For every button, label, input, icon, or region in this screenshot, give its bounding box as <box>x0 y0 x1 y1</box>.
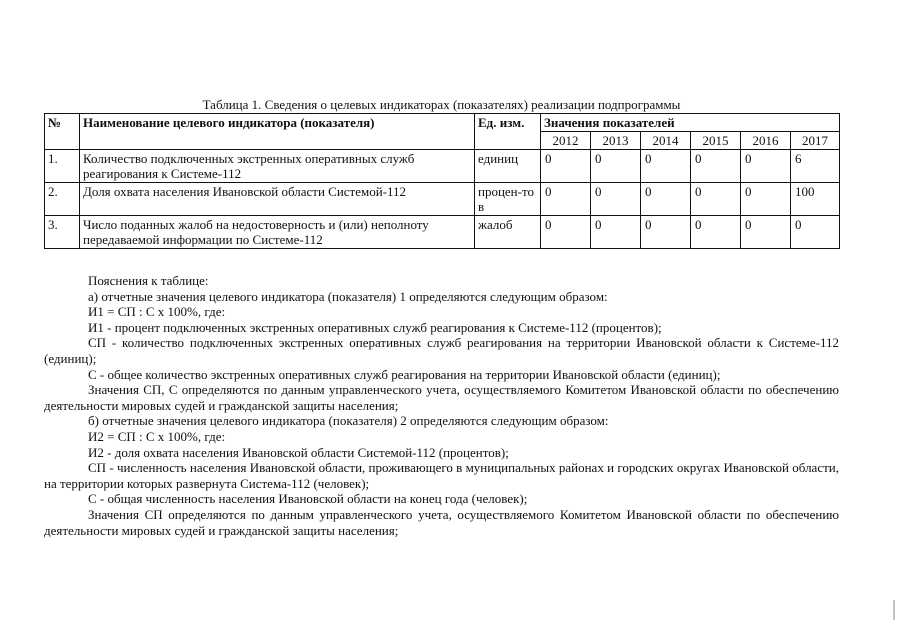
year-header: 2014 <box>641 132 691 150</box>
note-paragraph: Значения СП, С определяются по данным управленческого учета, осуществляемого Комитетом Ивановской области по обеспечению деятельности мировых судей и гражданской защиты населения; <box>44 382 839 413</box>
row-value: 0 <box>741 150 791 183</box>
year-header: 2012 <box>541 132 591 150</box>
note-paragraph: И2 - доля охвата населения Ивановской области Системой-112 (процентов); <box>88 444 509 460</box>
note-paragraph: С - общая численность населения Ивановской области на конец года (человек); <box>88 491 528 507</box>
note-paragraph: Значения СП определяются по данным управленческого учета, осуществляемого Комитетом Ивановской области по обеспечению деятельности мировых судей и гражданской защиты населения; <box>44 506 839 538</box>
note-paragraph: б) отчетные значения целевого индикатора (показателя) 2 определяются следующим образом: <box>88 413 609 429</box>
table-row <box>45 183 840 216</box>
row-value: 0 <box>741 183 791 216</box>
note-paragraph: С - общее количество экстренных оперативных служб реагирования на территории Ивановской области (единиц); <box>88 366 721 382</box>
table-row <box>45 216 840 249</box>
row-unit: жалоб <box>475 216 541 249</box>
row-num: 3. <box>45 216 80 249</box>
row-value: 0 <box>591 183 641 216</box>
row-value: 6 <box>791 150 840 183</box>
row-value: 0 <box>741 216 791 249</box>
row-value: 0 <box>541 150 591 183</box>
header-values: Значения показателей <box>541 114 840 132</box>
formula-line: И2 = СП : С х 100%, где: <box>88 428 226 444</box>
year-header: 2016 <box>741 132 791 150</box>
row-value: 0 <box>691 183 741 216</box>
row-name: Количество подключенных экстренных оперативных служб реагирования к Системе-112 <box>80 150 475 183</box>
header-name: Наименование целевого индикатора (показателя) <box>80 114 475 150</box>
row-value: 0 <box>591 216 641 249</box>
table-notes <box>44 273 839 538</box>
row-unit: процен-тов <box>475 183 541 216</box>
row-value: 0 <box>541 183 591 216</box>
year-header: 2017 <box>791 132 840 150</box>
row-value: 0 <box>641 183 691 216</box>
formula-line: И1 = СП : С х 100%, где: <box>88 304 226 320</box>
table-caption: Таблица 1. Сведения о целевых индикаторах (показателях) реализации подпрограммы <box>202 97 681 112</box>
row-value: 100 <box>791 183 840 216</box>
row-name: Число поданных жалоб на недостоверность и (или) неполноту передаваемой информации по Системе-112 <box>80 216 475 249</box>
year-header: 2013 <box>591 132 641 150</box>
row-value: 0 <box>641 216 691 249</box>
note-paragraph: СП - количество подключенных экстренных оперативных служб реагирования на территории Ивановской области к Системе-112 (единиц); <box>44 335 839 366</box>
table-row <box>45 150 840 183</box>
note-paragraph: а) отчетные значения целевого индикатора (показателя) 1 определяются следующим образом: <box>88 288 608 304</box>
note-paragraph: СП - численность населения Ивановской области, проживающего в муниципальных районах и городских округах Ивановской области, на территории которых развернута Система-112 (человек); <box>44 460 839 491</box>
header-num: № <box>45 114 80 150</box>
notes-heading: Пояснения к таблице: <box>88 273 209 288</box>
indicators-table <box>44 113 840 249</box>
row-value: 0 <box>591 150 641 183</box>
row-unit: единиц <box>475 150 541 183</box>
row-value: 0 <box>541 216 591 249</box>
note-paragraph: И1 - процент подключенных экстренных оперативных служб реагирования к Системе-112 (процентов); <box>88 319 662 335</box>
row-value: 0 <box>641 150 691 183</box>
row-name: Доля охвата населения Ивановской области Системой-112 <box>80 183 475 216</box>
row-num: 2. <box>45 183 80 216</box>
table-header-row <box>45 114 840 132</box>
header-unit: Ед. изм. <box>475 114 541 150</box>
year-header: 2015 <box>691 132 741 150</box>
row-value: 0 <box>791 216 840 249</box>
row-value: 0 <box>691 150 741 183</box>
row-num: 1. <box>45 150 80 183</box>
row-value: 0 <box>691 216 741 249</box>
scan-edge-mark <box>893 600 895 620</box>
